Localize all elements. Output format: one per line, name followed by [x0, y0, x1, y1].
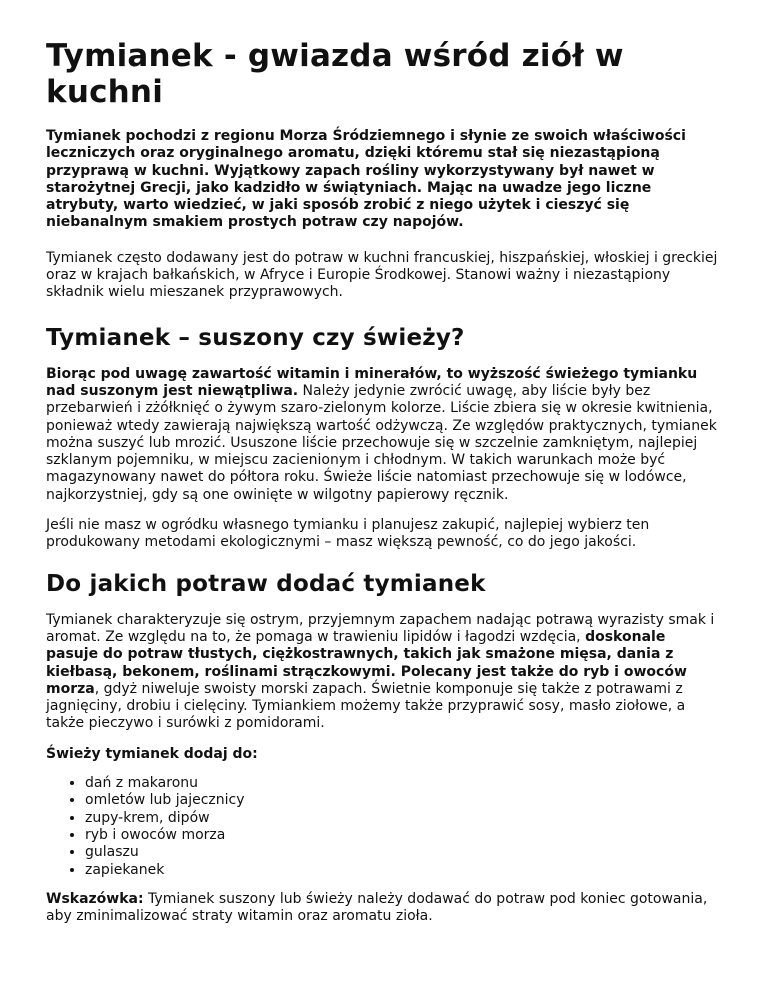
tip-paragraph [46, 891, 722, 926]
list-item: • zupy-krem, dipów [85, 810, 722, 827]
page-title: Tymianek - gwiazda wśród ziół w kuchni [46, 38, 624, 110]
list-item: • gulaszu [85, 844, 722, 861]
section-heading-dried-or-fresh: Tymianek – suszony czy świeży? [46, 324, 465, 351]
section1-paragraph-1 [46, 366, 722, 504]
section2-paragraph-1-end: , gdyż niweluje swoisty morski zapach. Świetnie komponuje się także z potrawami z jagnięciny, drobiu i cielęciny. Tymiankiem możemy także przyprawić sosy, masło ziołowe, a także pieczywo i surówki z pomidorami. [46, 680, 686, 732]
section-heading-dishes: Do jakich potraw dodać tymianek [46, 570, 486, 597]
list-item: • zapiekanek [85, 862, 722, 879]
fresh-thyme-list [46, 775, 722, 879]
section2-paragraph-1-bold: doskonale pasuje do potraw tłustych, ciężkostrawnych, takich jak smażone mięsa, dania z kiełbasą, bekonem, roślinami strączkowymi. Polecany jest także do ryb i owoców morza [46, 628, 687, 697]
section2-paragraph-1-start: Tymianek charakteryzuje się ostrym, przyjemnym zapachem nadając potrawą wyrazisty smak i aromat. Ze względu na to, że pomaga w trawieniu lipidów i łagodzi wzdęcia, [46, 611, 715, 645]
section1-paragraph-1-rest: Należy jedynie zwrócić uwagę, aby liście były bez przebarwień i zżółknięć o żywym szaro-zielonym kolorze. Liście zbiera się w okresie kwitnienia, ponieważ wtedy zawierają największą wartość odżywczą. Ze względów praktycznych, tymianek można suszyć lub mrozić. Ususzone liście przechowuje się w szczelnie zamkniętym, najlepiej szklanym pojemniku, w miejscu zacienionym i chłodnym. W takich warunkach może być magazynowany nawet do półtora roku. Świeże liście natomiast przechowuje się w lodówce, najkorzystniej, gdy są one owinięte w wilgotny papierowy ręcznik. [46, 382, 717, 503]
list-heading-text: Świeży tymianek dodaj do: [46, 745, 258, 762]
list-heading [46, 746, 722, 763]
list-item: • omletów lub jajecznicy [85, 792, 722, 809]
intro-paragraph: Tymianek często dodawany jest do potraw w kuchni francuskiej, hiszpańskiej, włoskiej i greckiej oraz w krajach bałkańskich, w Afryce i Europie Środkowej. Stanowi ważny i niezastąpiony składnik wielu mieszanek przyprawowych. [46, 249, 718, 301]
section1-paragraph-1-bold: Biorąc pod uwagę zawartość witamin i minerałów, to wyższość świeżego tymianku nad suszonym jest niewątpliwa. [46, 365, 698, 399]
tip-label: Wskazówka: [46, 890, 144, 907]
list-item: • dań z makaronu [85, 775, 722, 792]
tip-text: Tymianek suszony lub świeży należy dodawać do potraw pod koniec gotowania, aby zminimalizować straty witamin oraz aromatu zioła. [46, 890, 708, 925]
section2-paragraph-1 [46, 612, 722, 733]
lead-paragraph: Tymianek pochodzi z regionu Morza Śródziemnego i słynie ze swoich właściwości leczniczych oraz oryginalnego aromatu, dzięki któremu stał się niezastąpioną przyprawą w kuchni. Wyjątkowy zapach rośliny wykorzystywany był nawet w starożytnej Grecji, jako kadzidło w świątyniach. Mając na uwadze jego liczne atrybuty, warto wiedzieć, w jaki sposób zrobić z niego użytek i cieszyć się niebanalnym smakiem prostych potraw czy napojów. [46, 128, 686, 231]
section1-paragraph-2: Jeśli nie masz w ogródku własnego tymianku i planujesz zakupić, najlepiej wybierz ten produkowany metodami ekologicznymi – masz większą pewność, co do jego jakości. [46, 517, 650, 551]
list-item: • ryb i owoców morza [85, 827, 722, 844]
